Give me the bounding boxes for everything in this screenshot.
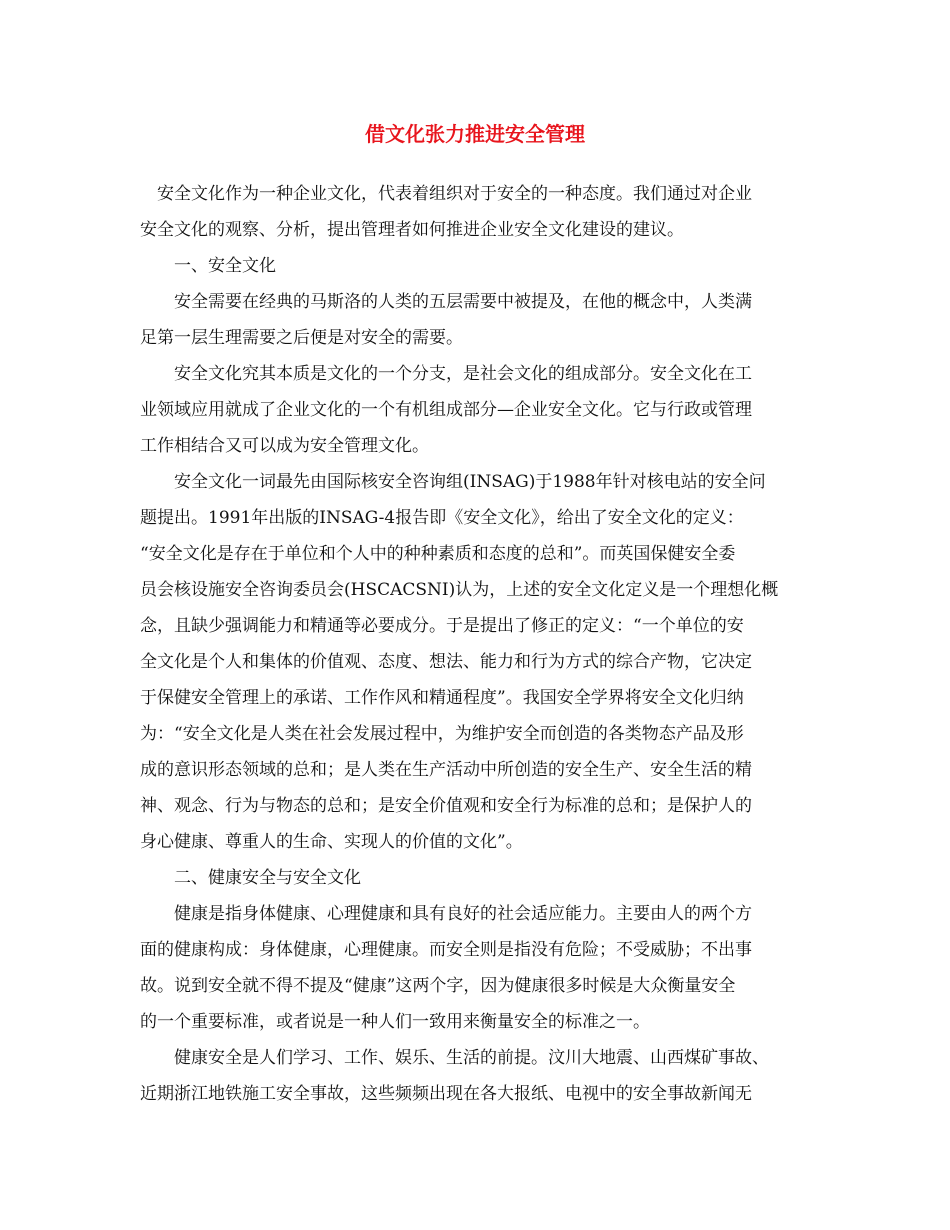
text-line: 为：“安全文化是人类在社会发展过程中，为维护安全而创造的各类物态产品及形 <box>140 724 744 744</box>
text-line: 成的意识形态领域的总和；是人类在生产活动中所创造的安全生产、安全生活的精 <box>140 760 752 780</box>
text-line: 健康是指身体健康、心理健康和具有良好的社会适应能力。主要由人的两个方 <box>174 904 752 924</box>
text-line: 安全文化一词最先由国际核安全咨询组(INSAG)于1988年针对核电站的安全问 <box>174 472 766 492</box>
text-line: 全文化是个人和集体的价值观、态度、想法、能力和行为方式的综合产物，它决定 <box>140 652 752 672</box>
text-line: “安全文化是存在于单位和个人中的种种素质和态度的总和”。而英国保健安全委 <box>140 544 736 564</box>
text-line: 于保健安全管理上的承诺、工作作风和精通程度”。我国安全学界将安全文化归纳 <box>140 688 744 708</box>
text-line: 业领域应用就成了企业文化的一个有机组成部分—企业安全文化。它与行政或管理 <box>140 400 752 420</box>
text-line: 工作相结合又可以成为安全管理文化。 <box>140 436 429 456</box>
text-line: 神、观念、行为与物态的总和；是安全价值观和安全行为标准的总和；是保护人的 <box>140 796 752 816</box>
text-line: 面的健康构成：身体健康，心理健康。而安全则是指没有危险；不受威胁；不出事 <box>140 940 752 960</box>
text-line: 员会核设施安全咨询委员会(HSCACSNI)认为，上述的安全文化定义是一个理想化概 <box>140 580 779 600</box>
text-line: 足第一层生理需要之后便是对安全的需要。 <box>140 328 463 348</box>
text-line: 安全文化的观察、分析，提出管理者如何推进企业安全文化建设的建议。 <box>140 220 684 240</box>
text-line: 安全需要在经典的马斯洛的人类的五层需要中被提及，在他的概念中，人类满 <box>174 292 752 312</box>
text-line: 二、健康安全与安全文化 <box>174 868 361 888</box>
text-line: 近期浙江地铁施工安全事故，这些频频出现在各大报纸、电视中的安全事故新闻无 <box>140 1084 752 1104</box>
text-line: 念，且缺少强调能力和精通等必要成分。于是提出了修正的定义：“一个单位的安 <box>140 616 744 636</box>
text-line: 安全文化作为一种企业文化，代表着组织对于安全的一种态度。我们通过对企业 <box>157 184 752 204</box>
text-line: 题提出。1991年出版的INSAG-4报告即《安全文化》，给出了安全文化的定义： <box>140 508 744 528</box>
text-line: 健康安全是人们学习、工作、娱乐、生活的前提。汶川大地震、山西煤矿事故、 <box>174 1048 769 1068</box>
document-title: 借文化张力推进安全管理 <box>365 122 585 146</box>
document-body <box>140 176 820 1112</box>
text-line: 的一个重要标准，或者说是一种人们一致用来衡量安全的标准之一。 <box>140 1012 650 1032</box>
text-line: 一、安全文化 <box>174 256 276 276</box>
text-line: 安全文化究其本质是文化的一个分支，是社会文化的组成部分。安全文化在工 <box>174 364 752 384</box>
text-line: 身心健康、尊重人的生命、实现人的价值的文化”。 <box>140 832 523 852</box>
text-line: 故。说到安全就不得不提及“健康”这两个字，因为健康很多时候是大众衡量安全 <box>140 976 736 996</box>
